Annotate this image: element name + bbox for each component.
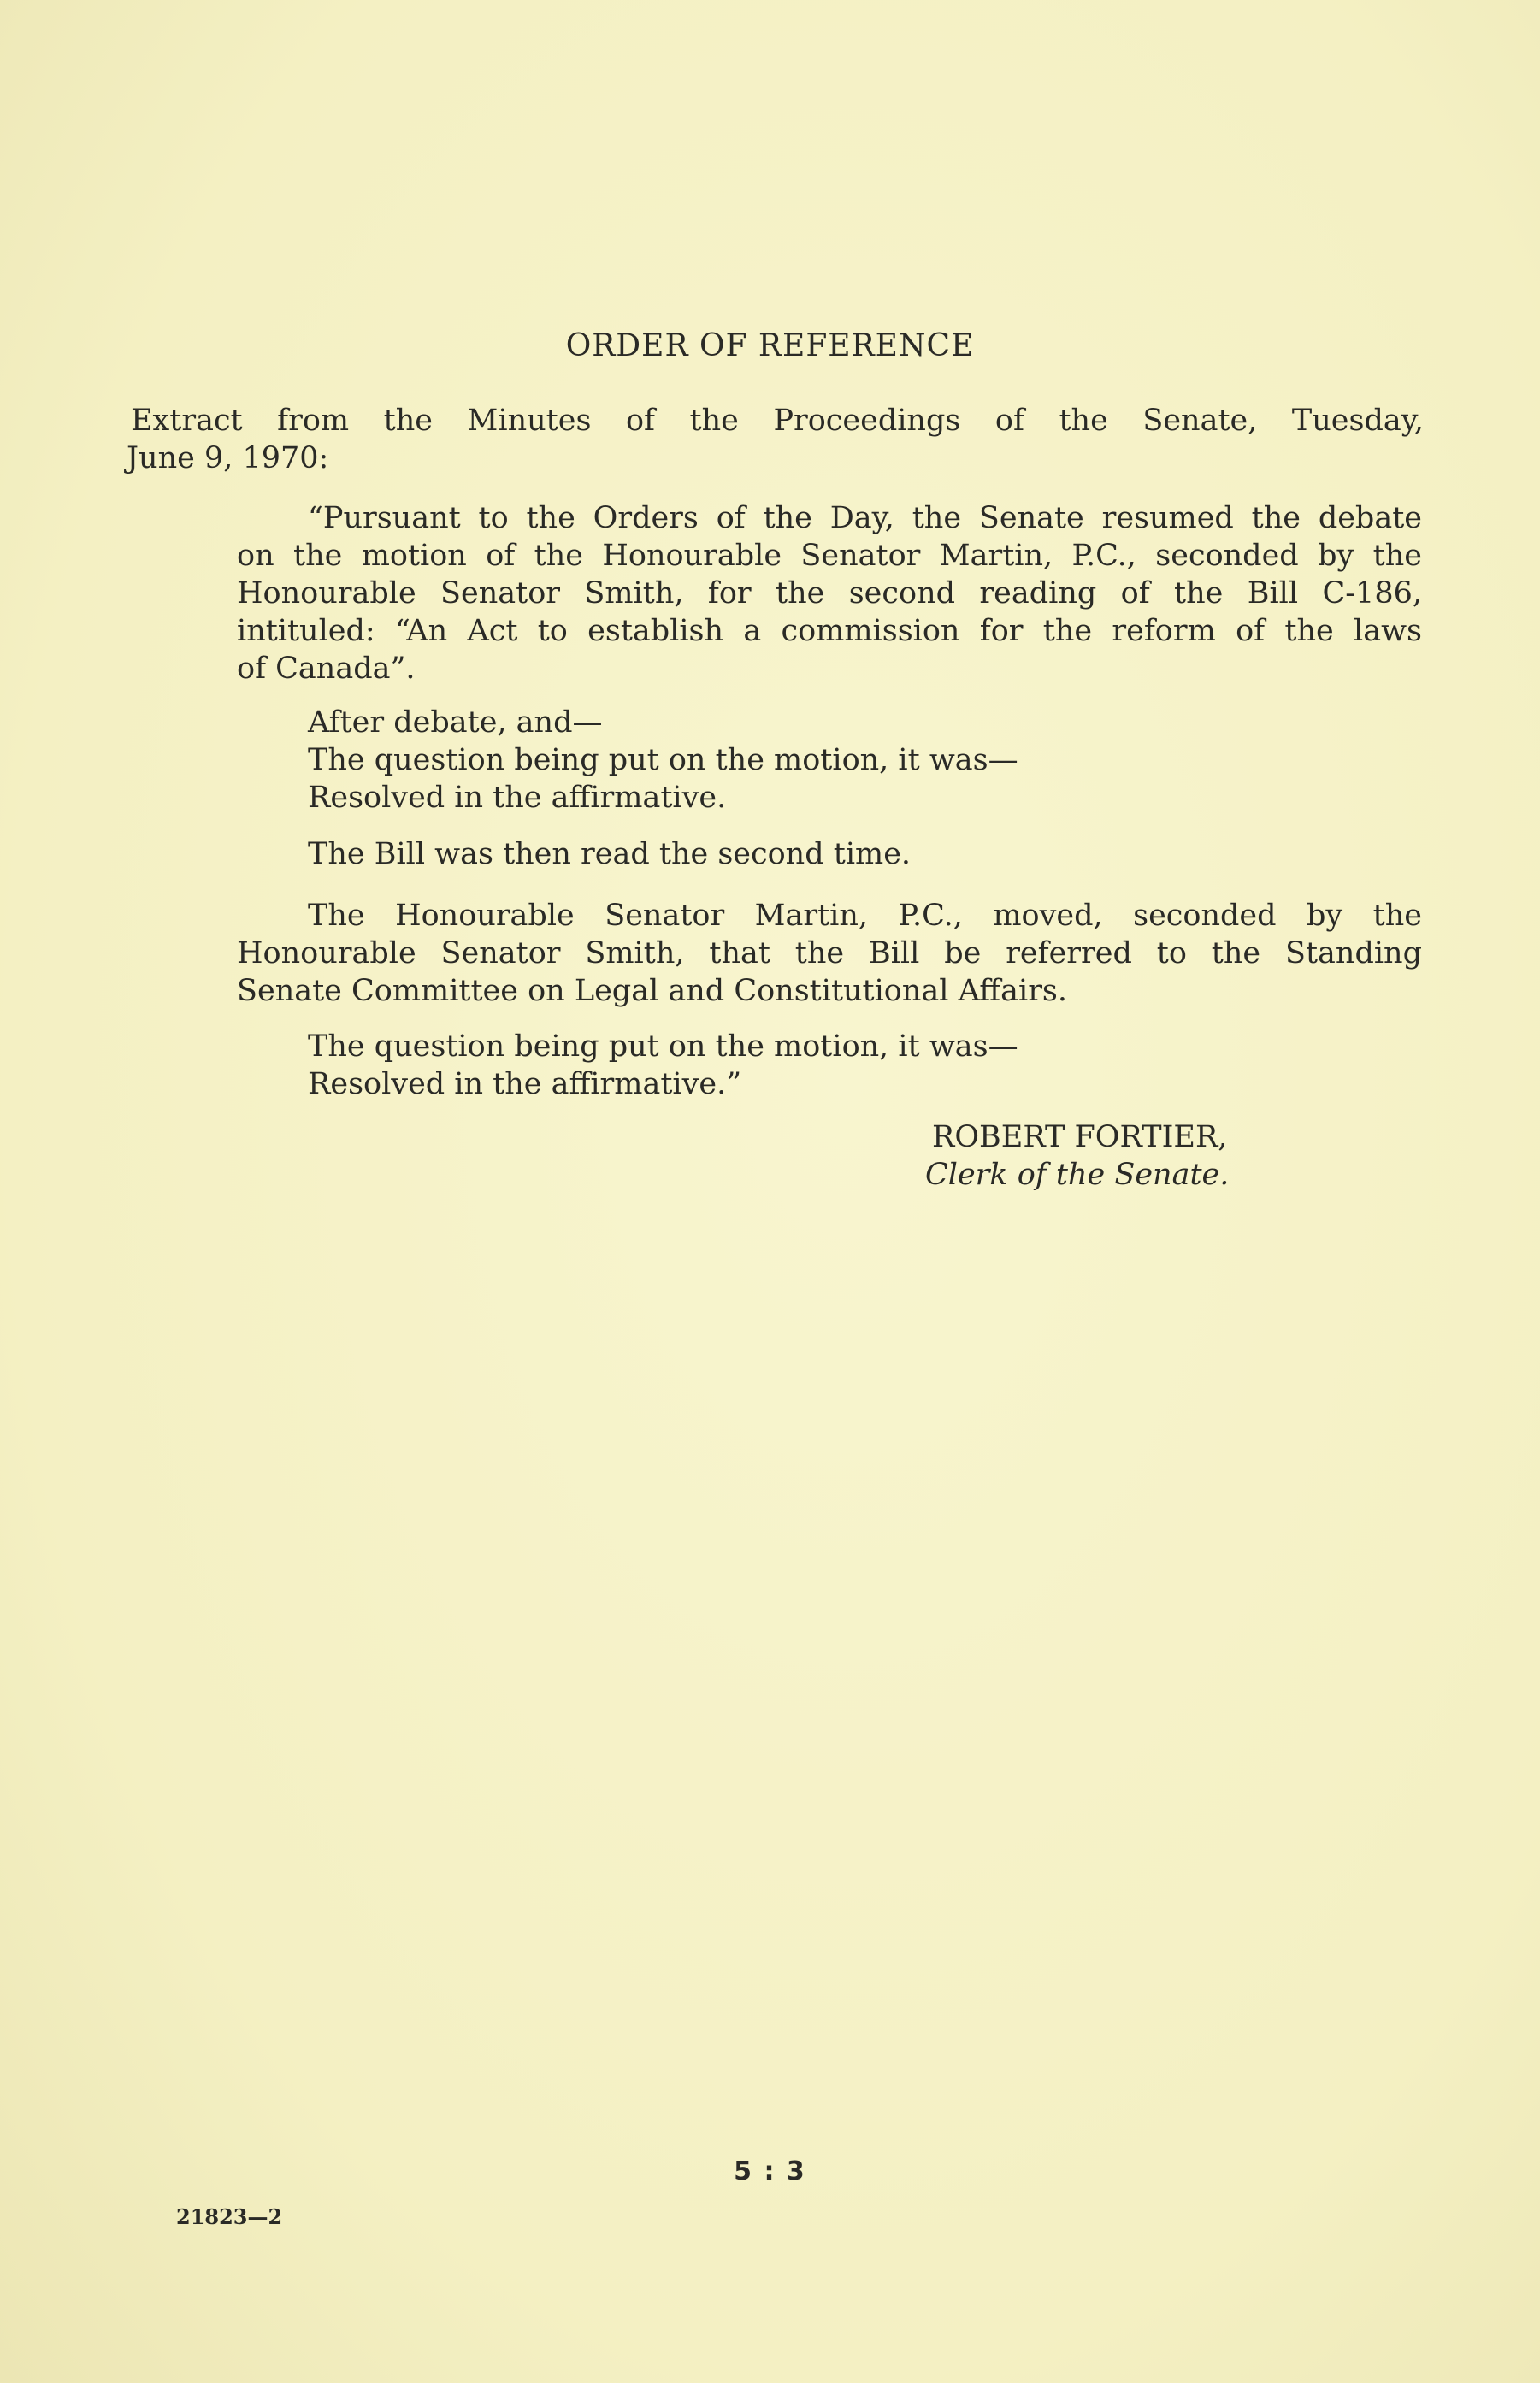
after-line-2: The question being put on the motion, it was— <box>308 743 1018 777</box>
extract-line-1: Extract from the Minutes of the Proceedings of the Senate, Tuesday, <box>131 404 1424 438</box>
question-line-2: Resolved in the affirmative.” <box>308 1067 742 1101</box>
quote-line-1: “Pursuant to the Orders of the Day, the Senate resumed the debate <box>308 501 1422 535</box>
quote-line-2: on the motion of the Honourable Senator Martin, P.C., seconded by the <box>237 539 1422 573</box>
signatory-role: Clerk of the Senate. <box>925 1158 1230 1192</box>
second-reading-line <box>308 835 1419 873</box>
signatory-name: ROBERT FORTIER, <box>932 1120 1228 1154</box>
print-code: 21823—2 <box>176 2204 283 2229</box>
question-line-1: The question being put on the motion, it was— <box>308 1029 1018 1064</box>
moved-paragraph-first <box>308 897 1422 935</box>
extract-paragraph <box>127 402 1424 477</box>
after-line-3: Resolved in the affirmative. <box>308 781 727 815</box>
page-title: ORDER OF REFERENCE <box>565 328 975 363</box>
after-debate-block <box>308 704 1419 817</box>
signature-block <box>925 1118 1230 1194</box>
extract-line-2: June 9, 1970: <box>127 441 329 475</box>
quote-line-4: intituled: “An Act to establish a commission for the reform of the laws <box>237 614 1422 648</box>
page-number: 5 : 3 <box>734 2156 806 2186</box>
read-line: The Bill was then read the second time. <box>308 837 912 871</box>
after-line-1: After debate, and— <box>308 705 603 740</box>
quote-line-3: Honourable Senator Smith, for the second reading of the Bill C-186, <box>237 576 1422 610</box>
moved-line-2: Honourable Senator Smith, that the Bill be referred to the Standing <box>237 936 1422 970</box>
moved-line-1: The Honourable Senator Martin, P.C., moved, seconded by the <box>308 899 1422 933</box>
moved-line-3: Senate Committee on Legal and Constitutional Affairs. <box>237 974 1068 1008</box>
quote-paragraph <box>237 499 1422 687</box>
moved-paragraph-rest <box>237 935 1422 1010</box>
quote-line-5: of Canada”. <box>237 652 416 686</box>
question-block <box>308 1028 1419 1103</box>
